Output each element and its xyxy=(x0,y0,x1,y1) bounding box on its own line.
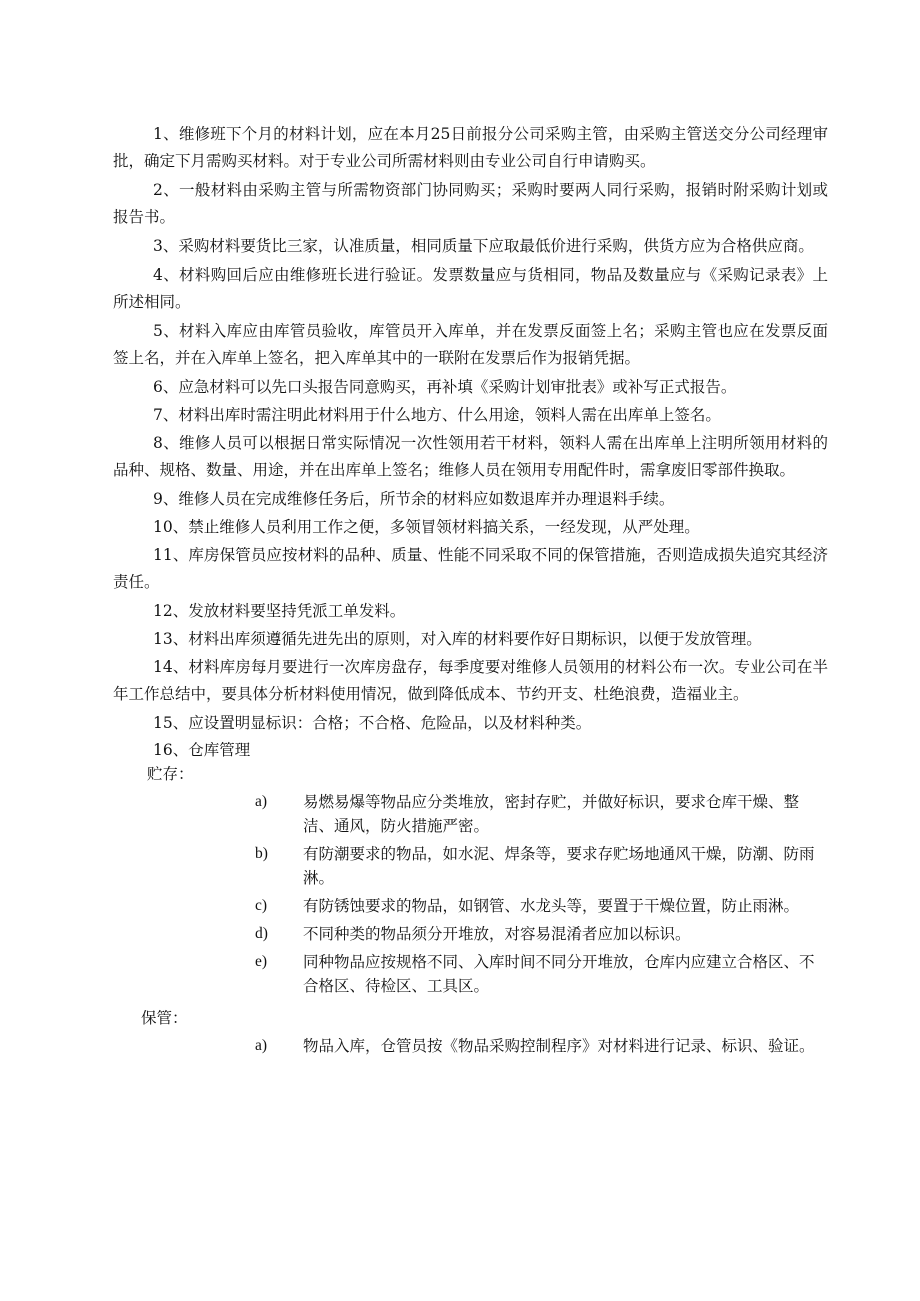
list-marker: a) xyxy=(255,1037,268,1054)
paragraph-12: 12、发放材料要坚持凭派工单发料。 xyxy=(153,602,406,620)
paragraph-4: 4、材料购回后应由维修班长进行验证。发票数量应与货相同，物品及数量应与《采购记录表》上所述相同。 xyxy=(113,266,828,311)
storage-item-d xyxy=(113,922,828,946)
list-marker: b) xyxy=(255,845,268,862)
paragraph-1: 1、维修班下个月的材料计划，应在本月25日前报分公司采购主管，由采购主管送交分公司经理审批，确定下月需购买材料。对于专业公司所需材料则由专业公司自行申请购买。 xyxy=(113,125,828,170)
paragraph-11: 11、库房保管员应按材料的品种、质量、性能不同采取不同的保管措施，否则造成损失追究其经济责任。 xyxy=(113,546,828,591)
paragraph-14: 14、材料库房每月要进行一次库房盘存，每季度要对维修人员领用的材料公布一次。专业公司在半年工作总结中，要具体分析材料使用情况，做到降低成本、节约开支、杜绝浪费，造福业主。 xyxy=(113,658,828,703)
storage-item-e xyxy=(113,950,828,998)
paragraph-6: 6、应急材料可以先口头报告同意购买，再补填《采购计划审批表》或补写正式报告。 xyxy=(153,378,737,396)
storage-list xyxy=(113,790,828,998)
list-item-text: 有防锈蚀要求的物品，如钢管、水龙头等，要置于干燥位置，防止雨淋。 xyxy=(303,897,800,915)
section-16-heading: 16、仓库管理 xyxy=(153,741,251,759)
paragraph-9: 9、维修人员在完成维修任务后，所节余的材料应如数退库并办理退料手续。 xyxy=(153,490,675,508)
paragraph-7: 7、材料出库时需注明此材料用于什么地方、什么用途，领料人需在出库单上签名。 xyxy=(153,406,721,424)
custody-item-a xyxy=(113,1034,828,1058)
list-marker: e) xyxy=(255,953,268,970)
list-item-text: 有防潮要求的物品，如水泥、焊条等，要求存贮场地通风干燥，防潮、防雨淋。 xyxy=(303,845,815,887)
custody-list xyxy=(113,1034,828,1058)
list-item-text: 同种物品应按规格不同、入库时间不同分开堆放，仓库内应建立合格区、不合格区、待检区、工具区。 xyxy=(303,953,815,995)
list-marker: c) xyxy=(255,897,268,914)
storage-label: 贮存： xyxy=(147,765,194,783)
list-marker: a) xyxy=(255,793,268,810)
list-item-text: 不同种类的物品须分开堆放，对容易混淆者应加以标识。 xyxy=(303,925,691,943)
paragraph-3: 3、采购材料要货比三家，认准质量，相同质量下应取最低价进行采购，供货方应为合格供应商。 xyxy=(153,237,814,255)
list-item-text: 易燃易爆等物品应分类堆放，密封存贮，并做好标识，要求仓库干燥、整洁、通风，防火措施严密。 xyxy=(303,793,800,835)
paragraph-2: 2、一般材料由采购主管与所需物资部门协同购买；采购时要两人同行采购，报销时附采购计划或报告书。 xyxy=(113,181,828,226)
document-body xyxy=(113,121,828,1064)
list-item-text: 物品入库，仓管员按《物品采购控制程序》对材料进行记录、标识、验证。 xyxy=(303,1037,815,1055)
paragraph-10: 10、禁止维修人员利用工作之便，多领冒领材料搞关系，一经发现，从严处理。 xyxy=(153,518,700,536)
paragraph-5: 5、材料入库应由库管员验收，库管员开入库单，并在发票反面签上名；采购主管也应在发票反面签上名，并在入库单上签名，把入库单其中的一联附在发票后作为报销凭据。 xyxy=(113,322,828,367)
custody-label: 保管： xyxy=(141,1009,188,1027)
paragraph-13: 13、材料出库须遵循先进先出的原则，对入库的材料要作好日期标识，以便于发放管理。 xyxy=(153,630,762,648)
storage-item-c xyxy=(113,894,828,918)
paragraph-8: 8、维修人员可以根据日常实际情况一次性领用若干材料，领料人需在出库单上注明所领用材料的品种、规格、数量、用途，并在出库单上签名；维修人员在领用专用配件时，需拿废旧零部件换取。 xyxy=(113,434,828,479)
storage-item-a xyxy=(113,790,828,838)
list-marker: d) xyxy=(255,925,268,942)
paragraph-15: 15、应设置明显标识：合格；不合格、危险品，以及材料种类。 xyxy=(153,714,592,732)
storage-item-b xyxy=(113,842,828,890)
